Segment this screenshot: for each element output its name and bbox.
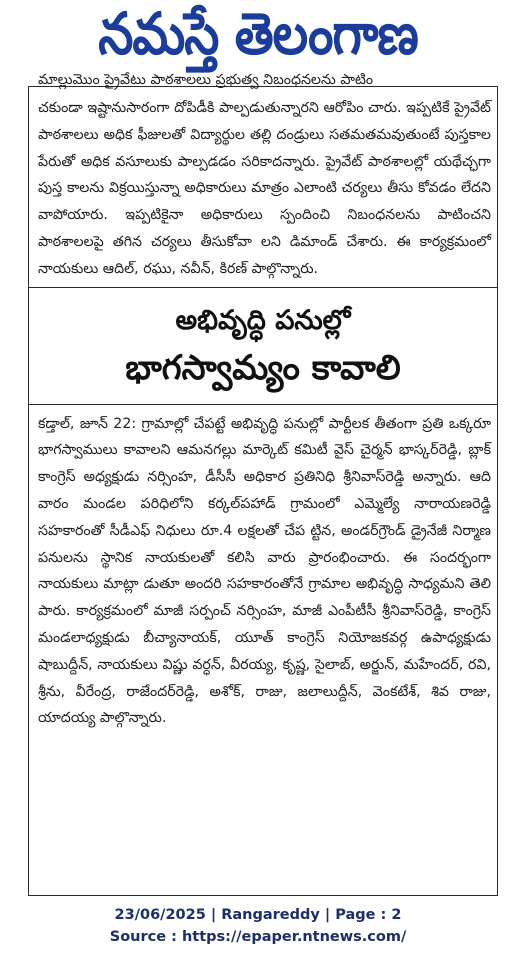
masthead-title: నమస్తే తెలంగాణ (98, 0, 418, 67)
article2-headline-line1: అభివృద్ధి పనుల్లో (175, 304, 351, 336)
footer (0, 904, 516, 948)
article2-body: కడ్తాల్, జూన్ 22: గ్రామాల్లో చేపట్టే అభివృద్ధి పనుల్లో పార్టీలక తీతంగా ప్రతి ఒక్కరూ భాగస్వాములు కావాలని ఆమనగల్లు మార్కెట్ కమిటీ వైస్ చైర్మన్ భాస్కర్‌రెడ్డి, బ్లాక్ కాంగ్రెస్ అధ్యక్షుడు నర్సింహ, డీసీసీ అధికార ప్రతినిధి శ్రీనివాస్‌రెడ్డి అన్నారు. ఆది వారం మండల పరిధిలోని కర్కల్‌పహాడ్ గ్రామంలో ఎమ్మెల్యే నారాయణరెడ్డి సహకారంతో సీడీఎఫ్ నిధులు రూ.4 లక్షలతో చేప ట్టిన, అండర్‌గ్రౌండ్ డ్రైనేజీ నిర్మాణ పనులను స్థానిక నాయకులతో కలిసి వారు ప్రారంభించారు. ఈ సందర్భంగా నాయకులు మాట్లా డుతూ అందరి సహకారంతోనే గ్రామాల అభివృద్ధి సాధ్యమని తెలి పారు. కార్యక్రమంలో మాజీ సర్పంచ్ నర్సింహ, మాజీ ఎంపీటీసీ శ్రీనివాస్‌రెడ్డి, కాంగ్రెస్ మండలాధ్యక్షుడు బీచ్యానాయక్, యూత్ కాంగ్రెస్ నియోజకవర్గ ఉపాధ్యక్షుడు షాబుద్దీన్, నాయకులు విష్ణు వర్ధన్, వీరయ్య, కృష్ణ, సైలాబ్, అర్జున్, మహేందర్, రవి, శ్రీను, వీరేంద్ర, రాజేందర్‌రెడ్డి, అశోక్, రాజు, జలాలుద్దీన్, వెంకటేశ్, శివ రాజు, యాదయ్య పాల్గొన్నారు. (38, 415, 491, 727)
article1-cut-line-text: మాల్లుమొం ప్రైవేటు పాఠశాలలు ప్రభుత్వ నిబంధనలను పాటిం (38, 72, 374, 88)
footer-edition-info: 23/06/2025 | Rangareddy | Page : 2 (114, 907, 402, 923)
article1-cut-line (38, 72, 488, 95)
article2-headline-line2: భాగస్వామ్యం కావాలి (125, 347, 401, 388)
footer-source: Source : https://epaper.ntnews.com/ (109, 929, 407, 945)
news-clipping (28, 72, 498, 896)
article-divider (29, 287, 497, 288)
headline-divider (29, 404, 497, 405)
article1-body: చకుండా ఇష్టానుసారంగా దోపిడీకి పాల్పడుతున్నారని ఆరోపిం చారు. ఇప్పటికే ప్రైవేట్ పాఠశాలలు అధిక ఫీజులతో విద్యార్థుల తల్లి దండ్రులు సతమతమవుతుంటే పుస్తకాల పేరుతో అధిక వసూలుకు పాల్పడడం సరికాదన్నారు. ప్రైవేట్ పాఠశాలల్లో యథేచ్ఛగా పుస్త కాలను విక్రయిస్తున్నా అధికారులు మాత్రం ఎలాంటి చర్యలు తీసు కోవడం లేదని వాపోయారు. ఇప్పటికైనా అధికారులు స్పందించి నిబంధనలను పాటించని పాఠశాలలపై తగిన చర్యలు తీసుకోవా లని డిమాండ్ చేశారు. ఈ కార్యక్రమంలో నాయకులు ఆదిల్, రఘు, నవీన్, కిరణ్ పాల్గొన్నారు. (38, 100, 491, 277)
